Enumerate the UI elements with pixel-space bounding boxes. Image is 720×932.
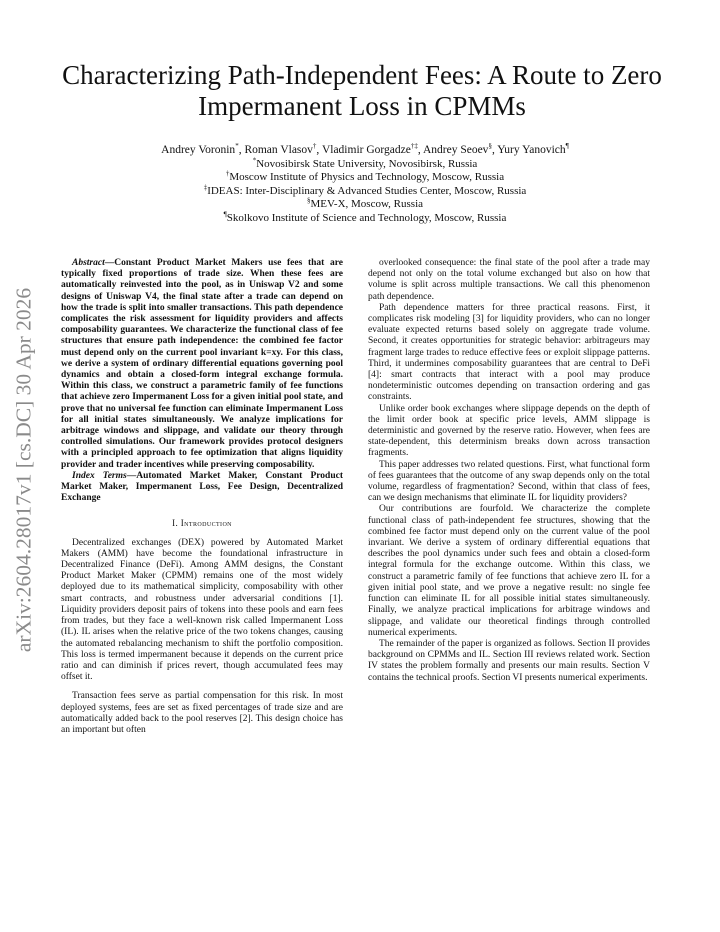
author-affiliation-mark: † [312,142,317,151]
author-affiliation-mark: ¶ [565,142,569,151]
author-separator: , [316,144,322,156]
affiliation-mark: § [306,196,311,205]
affiliation [70,185,660,198]
body-paragraph: Transaction fees serve as partial compensation for this risk. In most deployed systems, fees are set as fixed percentages of trade size and are automatically added back to the pool reserves [2]. This design choice has an important but often [61,691,343,735]
affiliation [70,171,660,184]
affiliation [70,198,660,211]
arxiv-identifier-text: arXiv:2604.28017v1 [cs.DC] 30 Apr 2026 [11,287,36,653]
left-body [61,538,343,736]
author-name: Yury Yanovich [497,144,566,156]
affiliation-text: IDEAS: Inter-Disciplinary & Advanced Studies Center, Moscow, Russia [207,184,527,197]
affiliation-text: Novosibirsk State University, Novosibirsk, Russia [256,158,478,170]
section-heading [61,518,343,529]
author-affiliation-mark: § [488,142,492,151]
right-column [368,258,650,684]
right-body [368,258,650,684]
author-block [70,143,660,225]
affiliation-mark: ‡ [203,183,208,192]
author-separator: , [491,144,498,156]
body-paragraph: The remainder of the paper is organized as follows. Section II provides background on CPMMs and IL. Section III reviews related work. Section IV states the problem formally and presents our main results. Section V contains the technical proofs. Section VI presents numerical experiments. [368,638,650,683]
body-paragraph: Decentralized exchanges (DEX) powered by Automated Market Makers (AMM) have become the foundational infrastructure in Decentralized Finance (DeFi). Among AMM designs, the Constant Product Market Maker (CPMM) remains one of the most widely deployed due to its mathematical simplicity, composability with other smart contracts, and robustness under adversarial conditions [1]. Liquidity providers deposit pairs of tokens into these pools and earn fees from trades, but they face a well-known risk called Impermanent Loss (IL). IL arises when the relative price of the two tokens changes, causing the automated rebalancing mechanism to shift the portfolio composition. This loss is termed impermanent because it depends on the current price ratio and can diminish if prices revert, though accumulated fees may offset it. [61,537,343,683]
section-number: I. [172,518,179,529]
body-paragraph: Unlike order book exchanges where slippage depends on the depth of the limit order book at specific price levels, AMM slippage is deterministic and governed by the reserve ratio. However, when fees are state-dependent, this determinism breaks down across transaction fragments. [368,403,650,459]
author-list [70,143,660,158]
body-paragraph: Path dependence matters for three practical reasons. First, it complicates risk modeling [3] for liquidity providers, who can no longer evaluate expected returns based solely on aggregate trade volume. Second, it creates opportunities for strategic behavior: arbitrageurs may fragment large trades to reduce effective fees or exploit slippage patterns. Third, it undermines composability guarantees that are central to DeFi [4]: smart contracts that interact with a pool may produce nondeterministic outcomes depending on transaction ordering and gas constraints. [368,302,650,403]
author-affiliation-mark: †‡ [410,142,418,151]
author-separator: , [417,144,423,156]
abstract [61,258,343,471]
author-name: Andrey Voronin [161,144,236,156]
body-paragraph: overlooked consequence: the final state of the pool after a trade may depend not only on the total volume exchanged but also on how that volume is split across multiple transactions. We call this phenomenon path dependence. [368,258,650,302]
abstract-text: —Constant Product Market Makers use fees that are typically fixed proportions of trade size. When these fees are automatically reinvested into the pool, as in Uniswap V2 and some designs of Uniswap V4, the final state after a trade can depend on how the trade is split into smaller transactions. This path dependence complicates the risk assessment for liquidity providers and affects composability guarantees. We characterize the functional class of fee structures that ensure path independence: the combined fee factor must depend only on the current pool invariant k=xy. For this class, we derive a system of ordinary differential equations governing pool dynamics and obtain a closed-form integral exchange formula. Within this class, we construct a parametric family of fee functions that achieve zero Impermanent Loss for a given initial pool state, and prove that no universal fee function can eliminate Impermanent Loss for all initial states simultaneously. We analyze implications for arbitrage windows and slippage, and validate our theory through controlled simulations. Our framework provides protocol designers with a principled approach to fee optimization that aligns liquidity provider and trader incentives while preserving composability. [61,258,343,470]
arxiv-identifier [0,0,48,932]
index-terms-label: Index Terms [72,470,127,481]
left-column [61,258,343,736]
section-title: Introduction [180,518,232,529]
affiliation [70,209,660,225]
affiliation-text: Moscow Institute of Physics and Technology, Moscow, Russia [229,171,505,184]
author-separator: , [238,144,245,156]
abstract-label: Abstract [72,258,105,268]
body-paragraph: This paper addresses two related questions. First, what functional form of fees guarantees that the outcome of any swap depends only on the total volume, regardless of fragmentation? Second, within that class of fees, can we design mechanisms that eliminate IL for liquidity providers? [368,459,650,504]
affiliation [70,158,660,171]
affiliation-list [70,158,660,225]
author-name: Roman Vlasov [244,144,313,156]
affiliation-text: MEV-X, Moscow, Russia [310,198,424,211]
author-affiliation-mark: * [235,142,239,151]
paper-title: Characterizing Path-Independent Fees: A Route to Zero Impermanent Loss in CPMMs [62,60,662,121]
index-terms-text: —Automated Market Maker, Constant Product Market Maker, Impermanent Loss, Fee Design, Decentralized Exchange [61,470,343,504]
author-name: Vladimir Gorgadze [321,144,411,156]
body-paragraph: Our contributions are fourfold. We characterize the complete functional class of path-independent fee structures, showing that the combined fee factor must depend only on the current value of the pool invariant. We derive a system of ordinary differential equations that describes the pool dynamics under such fees and obtain a closed-form integral formula for the exchange outcome. Within this class, we construct a parametric family of fee functions that achieve zero IL for a given initial pool state, and we prove a negative result: no single fee function can eliminate IL for all possible initial states simultaneously. Finally, we analyze practical implications for arbitrage windows and slippage, and validate our theoretical findings through controlled numerical experiments. [368,504,650,638]
author-name: Andrey Seoev [422,144,489,156]
affiliation-mark: ¶ [223,209,227,218]
affiliation-mark: † [225,169,230,178]
affiliation-mark: * [252,156,257,165]
index-terms [61,471,343,505]
affiliation-text: Skolkovo Institute of Science and Technology, Moscow, Russia [226,211,507,224]
